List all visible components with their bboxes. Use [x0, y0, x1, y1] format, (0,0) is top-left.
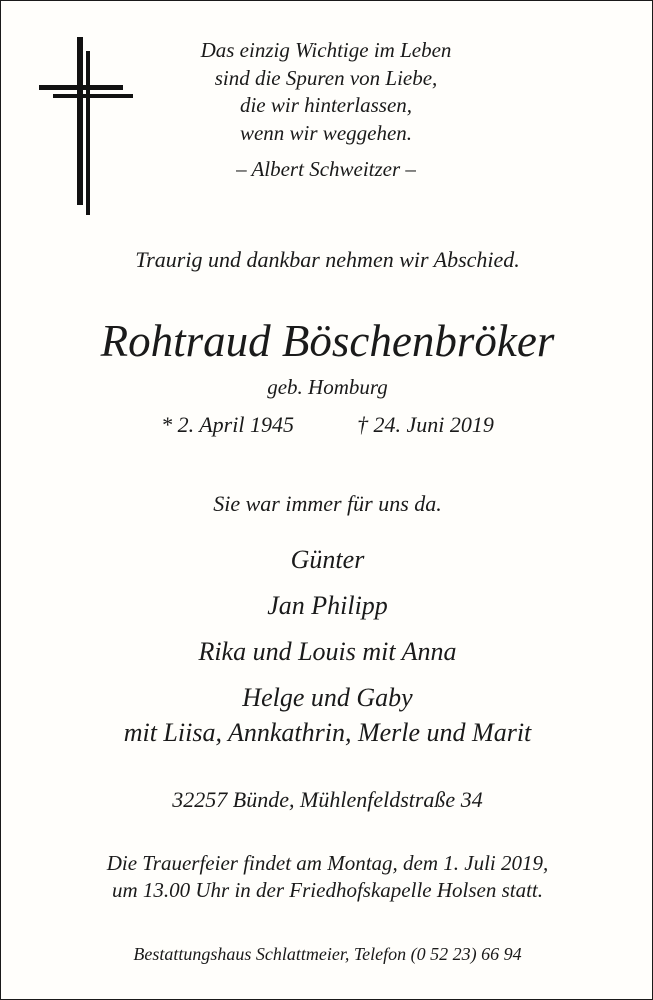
- quote-line: Das einzig Wichtige im Leben: [200, 38, 452, 62]
- mourner-line: mit Liisa, Annkathrin, Merle und Marit: [123, 718, 532, 747]
- mourner-line: Helge und Gaby: [242, 683, 413, 712]
- address: 32257 Bünde, Mühlenfeldstraße 34: [172, 787, 483, 812]
- tribute-text: Sie war immer für uns da.: [213, 491, 442, 516]
- farewell-text: Traurig und dankbar nehmen wir Abschied.: [135, 247, 520, 272]
- ceremony-line: Die Trauerfeier findet am Montag, dem 1. Juli 2019,: [106, 851, 549, 875]
- mourner-line: Günter: [290, 545, 365, 574]
- quote-block: [141, 37, 511, 184]
- mourner-line: Jan Philipp: [267, 591, 388, 620]
- quote-line: die wir hinterlassen,: [239, 93, 413, 117]
- birth-name: geb. Homburg: [267, 375, 388, 399]
- mourner-line: Rika und Louis mit Anna: [198, 637, 457, 666]
- birth-date: * 2. April 1945: [161, 412, 294, 437]
- death-date: † 24. Juni 2019: [356, 412, 494, 437]
- deceased-name: Rohtraud Böschenbröker: [100, 316, 555, 366]
- funeral-home: Bestattungshaus Schlattmeier, Telefon (0 52 23) 66 94: [133, 944, 522, 964]
- cross-icon: [39, 37, 133, 215]
- quote-line: sind die Spuren von Liebe,: [214, 65, 438, 90]
- life-dates: [1, 412, 653, 438]
- ceremony-line: um 13.00 Uhr in der Friedhofskapelle Holsen statt.: [111, 878, 544, 902]
- quote-author: – Albert Schweitzer –: [236, 157, 416, 181]
- quote-line: wenn wir weggehen.: [239, 120, 413, 145]
